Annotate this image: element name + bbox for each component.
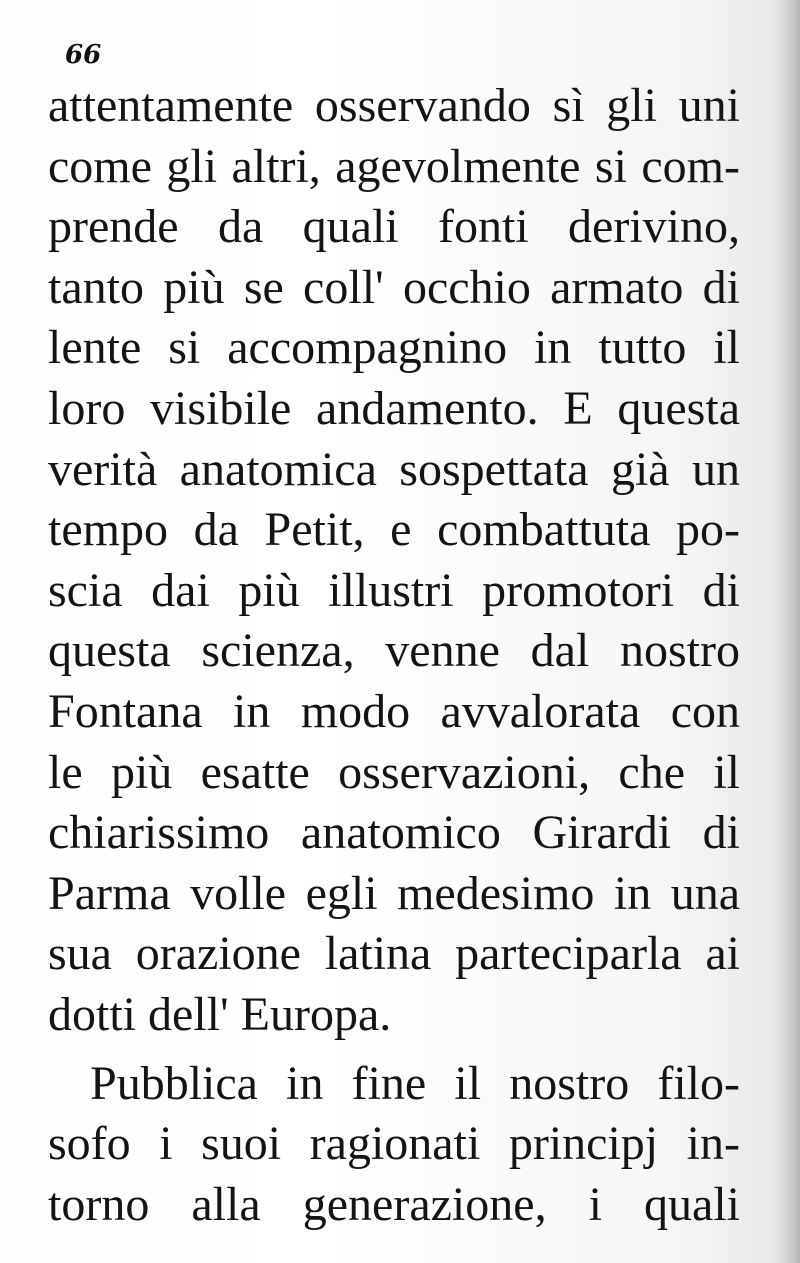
text-line: torno alla generazione, i quali [48,1177,740,1231]
text-line: loro visibile andamento. E questa [48,381,740,435]
text-line: lente si accompagnino in tutto il [48,321,740,375]
page-edge-shadow [774,0,800,1263]
text-line: scia dai più illustri promotori di [48,563,740,617]
text-line: tempo da Petit, e combattuta po- [48,503,740,557]
text-line: questa scienza, venne dal nostro [48,624,740,678]
text-line: Fontana in modo avvalorata con [48,684,740,738]
text-line: sua orazione latina parteciparla ai [48,927,740,981]
text-line: le più esatte osservazioni, che il [48,745,740,799]
text-line: come gli altri, agevolmente si com- [48,139,740,193]
text-line: prende da quali fonti derivino, [48,200,740,254]
text-line: tanto più se coll' occhio armato di [48,260,740,314]
text-line: chiarissimo anatomico Girardi di [48,806,740,860]
text-line: attentamente osservando sì gli uni [48,79,740,132]
page-number: 66 [65,40,102,70]
text-line: dotti dell' Europa. [48,987,392,1041]
paragraph-2 [48,1054,740,1236]
body-text [48,76,740,1235]
paragraph-gap [48,1046,740,1054]
text-line: Pubblica in fine il nostro filo- [90,1056,740,1110]
paragraph-1 [48,76,740,1046]
text-line: verità anatomica sospettata già un [48,442,740,496]
text-line: sofo i suoi ragionati principj in- [48,1117,740,1171]
text-line: Parma volle egli medesimo in una [48,866,740,920]
